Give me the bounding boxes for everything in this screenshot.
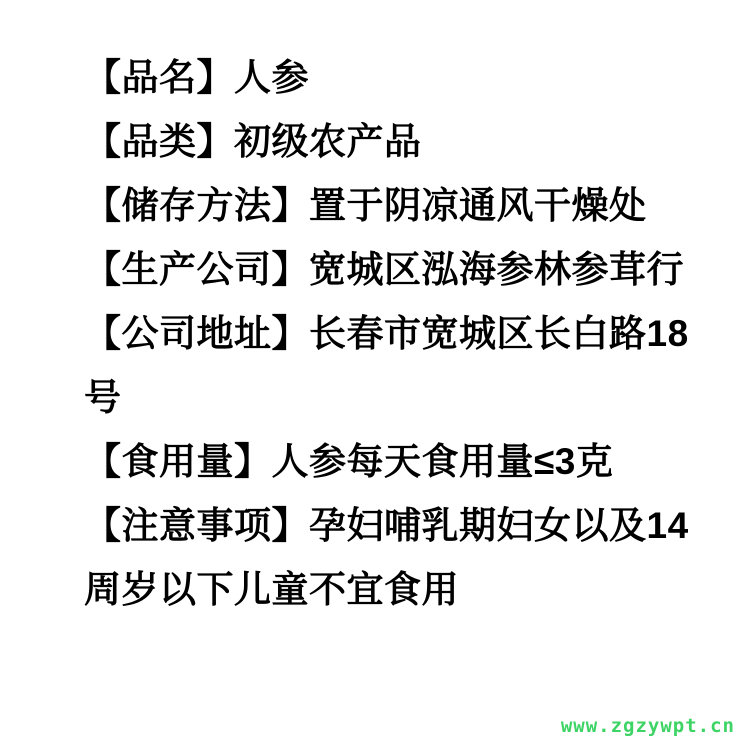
- product-info-line-category: 【品类】初级农产品: [84, 121, 422, 162]
- product-info-line-storage: 【储存方法】置于阴凉通风干燥处: [84, 185, 647, 226]
- product-info-text: [84, 46, 704, 622]
- product-info-line-caution: 【注意事项】孕妇哺乳期妇女以及14: [84, 505, 689, 546]
- product-info-line-producer: 【生产公司】宽城区泓海参林参茸行: [84, 249, 684, 290]
- product-info-line-caution-wrap: 周岁以下儿童不宜食用: [84, 569, 459, 610]
- product-info-line-name: 【品名】人参: [84, 57, 309, 98]
- product-info-line-address-wrap: 号: [84, 377, 122, 418]
- product-info-line-dosage: 【食用量】人参每天食用量≤3克: [84, 441, 614, 482]
- product-info-line-address: 【公司地址】长春市宽城区长白路18: [84, 313, 689, 354]
- watermark: www.zgzywpt.cn: [560, 715, 735, 737]
